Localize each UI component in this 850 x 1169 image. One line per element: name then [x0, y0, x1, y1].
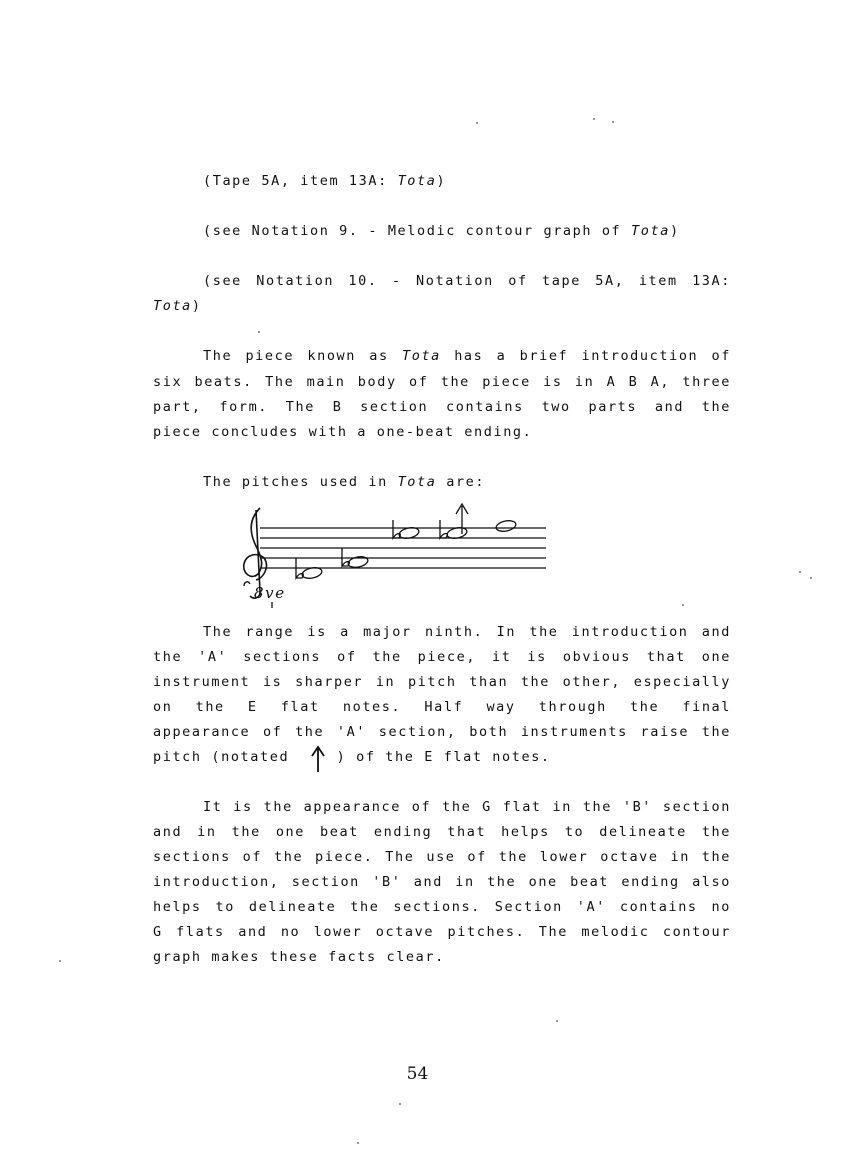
flat-icon: [440, 520, 447, 538]
scan-speck: [810, 577, 812, 579]
paragraph-3-line-1: It is the appearance of the G flat in the 'B' section: [203, 799, 731, 815]
scan-speck: [258, 331, 260, 333]
staff-lines: [260, 528, 546, 568]
scan-speck: [357, 1142, 359, 1144]
paragraph-1-line-4: piece concludes with a one-beat ending.: [153, 424, 533, 440]
up-arrow-icon: [311, 745, 325, 773]
paragraph-2-line-2: the 'A' sections of the piece, it is obvious that one: [153, 649, 731, 665]
tape-reference: (Tape 5A, item 13A: Tota): [203, 173, 447, 189]
note-head: [347, 555, 369, 569]
contour-graph-reference: (see Notation 9. - Melodic contour graph of Tota): [203, 223, 680, 239]
octave-marking: 8ve: [254, 584, 286, 602]
scan-speck: [612, 121, 614, 123]
paragraph-3-line-4: introduction, section 'B' and in the one beat ending also: [153, 874, 731, 890]
paragraph-3-line-2: and in the one beat ending that helps to delineate the: [153, 824, 731, 840]
page-number: 54: [406, 1064, 429, 1084]
paragraph-2-line-1: The range is a major ninth. In the introduction and: [203, 624, 731, 640]
note-head: [495, 519, 517, 533]
scan-speck: [682, 604, 684, 606]
paragraph-3-line-5: helps to delineate the sections. Section 'A' contains no: [153, 899, 731, 915]
paragraph-1-line-1: The piece known as Tota has a brief introduction of: [203, 348, 732, 364]
paragraph-1-line-2: six beats. The main body of the piece is in A B A, three: [153, 374, 731, 390]
scan-speck: [59, 960, 61, 962]
notation-reference-continued: Tota): [153, 298, 202, 314]
scan-speck: [476, 122, 478, 124]
pitch-set-staff: [238, 500, 558, 610]
paragraph-1-line-3: part, form. The B section contains two parts and the: [153, 399, 731, 415]
paragraph-3-line-7: graph makes these facts clear.: [153, 949, 445, 965]
notation-reference: (see Notation 10. - Notation of tape 5A, item 13A:: [203, 273, 731, 289]
octave-hook: [244, 582, 250, 586]
pitches-heading: The pitches used in Tota are:: [203, 474, 486, 490]
scan-speck: [556, 1020, 558, 1022]
paragraph-2-line-5: appearance of the 'A' section, both instruments raise the: [153, 724, 731, 740]
scan-speck: [593, 118, 595, 120]
paragraph-2-line-3: instrument is sharper in pitch than the other, especially: [153, 674, 731, 690]
scan-speck: [399, 1103, 401, 1105]
paragraph-3-line-3: sections of the piece. The use of the lower octave in the: [153, 849, 731, 865]
paragraph-2-line-6: pitch (notated ) of the E flat notes.: [153, 749, 551, 765]
scan-speck: [799, 571, 801, 573]
paragraph-3-line-6: G flats and no lower octave pitches. The melodic contour: [153, 924, 731, 940]
paragraph-2-line-4: on the E flat notes. Half way through the final: [153, 699, 731, 715]
